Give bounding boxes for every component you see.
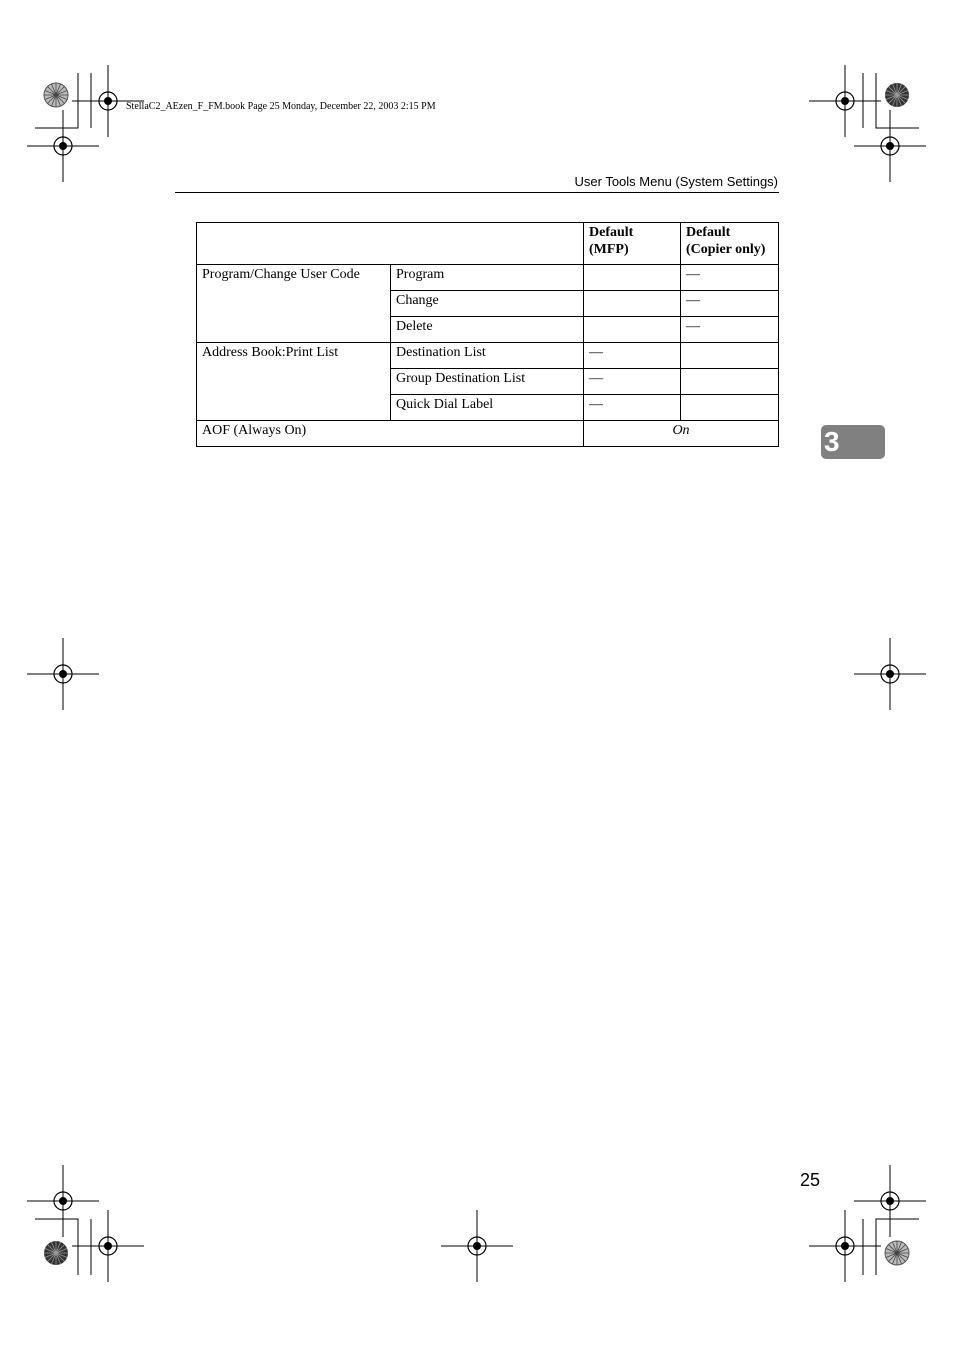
color-wheel-icon <box>885 83 909 107</box>
page-number: 25 <box>800 1170 821 1190</box>
row-label: Destination List <box>391 343 584 369</box>
table-row <box>197 343 779 369</box>
header-default-mfp <box>584 223 681 265</box>
color-wheel-icon <box>44 83 68 107</box>
table-row <box>197 421 779 447</box>
row-default-copier: — <box>681 317 779 343</box>
color-wheel-icon <box>44 1241 68 1265</box>
row-label: Program <box>391 265 584 291</box>
header-default-mfp-text: Default (MFP) <box>589 225 634 257</box>
table-header-row <box>197 223 779 265</box>
page-header-title: User Tools Menu (System Settings) <box>574 174 778 189</box>
row-label: Delete <box>391 317 584 343</box>
row-default-copier <box>681 343 779 369</box>
table-row <box>197 265 779 291</box>
row-default-mfp <box>584 291 681 317</box>
row-default-copier <box>681 369 779 395</box>
registration-mark-icon <box>27 638 99 710</box>
row-default-copier: — <box>681 291 779 317</box>
row-default-copier <box>681 395 779 421</box>
registration-mark-icon <box>854 1165 926 1237</box>
row-default-mfp: — <box>584 369 681 395</box>
registration-mark-icon <box>27 1165 99 1237</box>
registration-mark-icon <box>809 65 881 137</box>
header-blank-cell <box>197 223 584 265</box>
chapter-tab <box>821 425 885 459</box>
group-label: Address Book:Print List <box>197 343 391 421</box>
group-label: Program/Change User Code <box>197 265 391 343</box>
row-label: Quick Dial Label <box>391 395 584 421</box>
row-default-mfp <box>584 317 681 343</box>
row-label: Group Destination List <box>391 369 584 395</box>
chapter-number: 3 <box>824 426 840 457</box>
row-default-mfp <box>584 265 681 291</box>
header-default-copier <box>681 223 779 265</box>
row-label: Change <box>391 291 584 317</box>
registration-mark-icon <box>27 110 99 182</box>
registration-mark-icon <box>854 110 926 182</box>
row-default-mfp: — <box>584 343 681 369</box>
registration-mark-icon <box>854 638 926 710</box>
registration-mark-icon <box>72 1210 144 1282</box>
row-default-mfp: — <box>584 395 681 421</box>
registration-mark-icon <box>809 1210 881 1282</box>
print-info: StellaC2_AEzen_F_FM.book Page 25 Monday, December 22, 2003 2:15 PM <box>126 101 436 112</box>
color-wheel-icon <box>885 1241 909 1265</box>
registration-mark-icon <box>441 1210 513 1282</box>
aof-label: AOF (Always On) <box>197 421 584 447</box>
settings-table <box>196 222 779 447</box>
header-rule <box>175 192 779 193</box>
row-default-copier: — <box>681 265 779 291</box>
aof-default-value: On <box>584 421 779 447</box>
header-default-copier-text: Default (Copier only) <box>686 225 766 257</box>
